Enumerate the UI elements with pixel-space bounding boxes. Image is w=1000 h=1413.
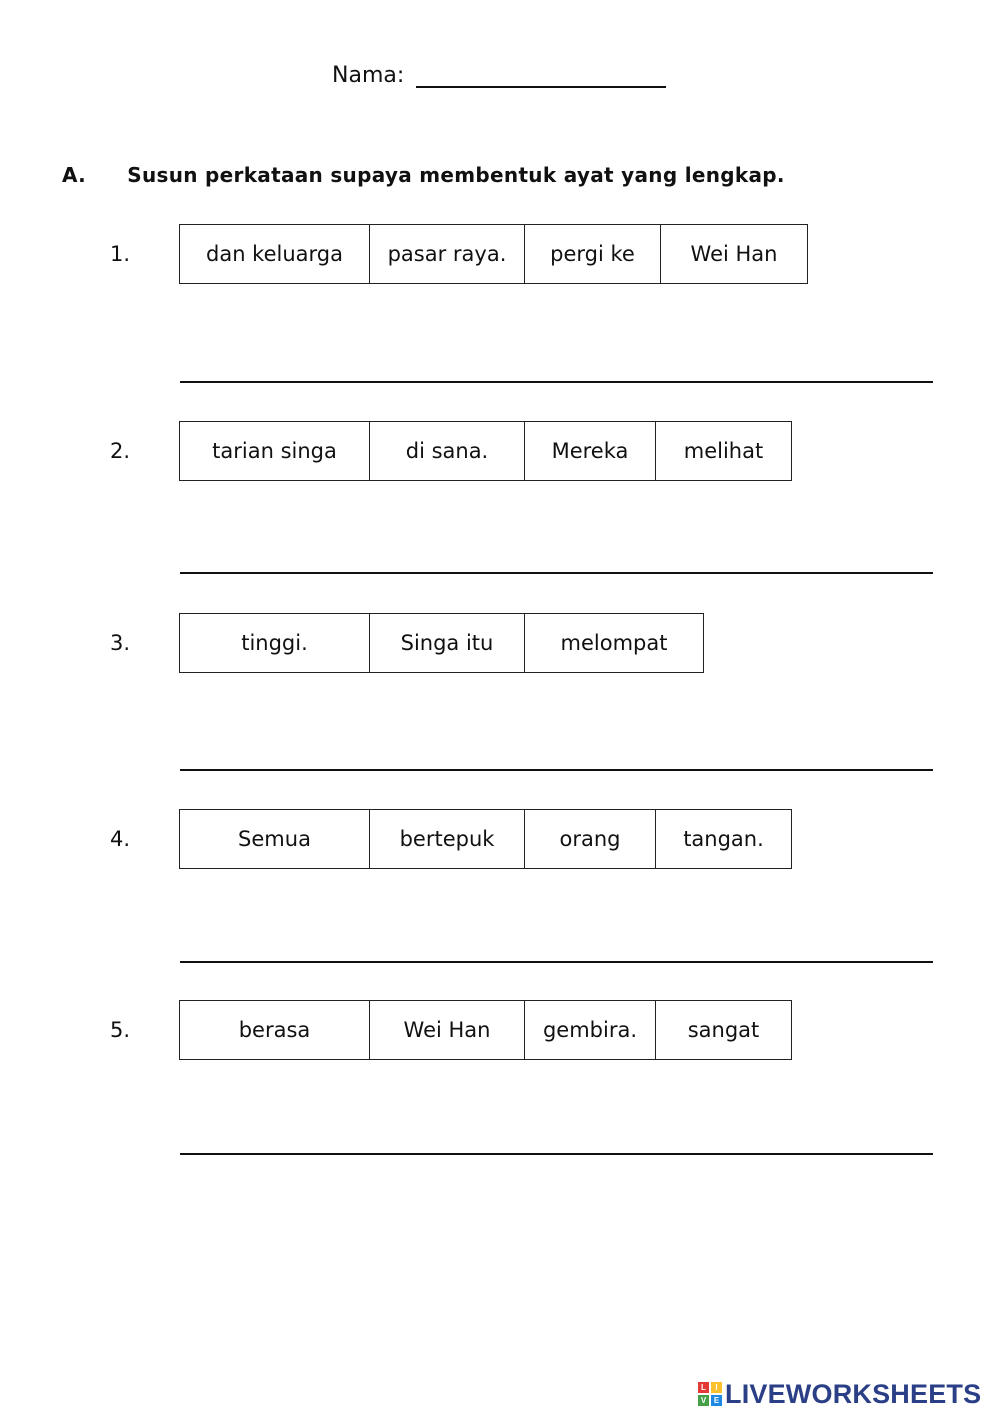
logo-text: LIVEWORKSHEETS bbox=[725, 1378, 982, 1409]
section-letter: A. bbox=[62, 163, 87, 187]
logo-mark-icon bbox=[698, 1382, 722, 1406]
word-cell[interactable]: pergi ke bbox=[525, 225, 661, 283]
question-number: 2. bbox=[110, 439, 131, 463]
name-answer-line[interactable] bbox=[416, 62, 666, 88]
word-cell[interactable]: Mereka bbox=[525, 422, 656, 480]
question-number: 3. bbox=[110, 631, 131, 655]
word-cell[interactable]: sangat bbox=[656, 1001, 792, 1059]
word-table bbox=[179, 613, 704, 673]
answer-line[interactable] bbox=[180, 961, 933, 963]
logo-mark-letter: L bbox=[698, 1382, 709, 1393]
word-cell[interactable]: pasar raya. bbox=[370, 225, 525, 283]
section-instruction: Susun perkataan supaya membentuk ayat yang lengkap. bbox=[127, 163, 785, 187]
logo-mark-letter: I bbox=[711, 1382, 722, 1393]
word-cell[interactable]: orang bbox=[525, 810, 656, 868]
section-heading bbox=[62, 163, 785, 187]
answer-line[interactable] bbox=[180, 572, 933, 574]
answer-line[interactable] bbox=[180, 381, 933, 383]
answer-line[interactable] bbox=[180, 769, 933, 771]
word-cell[interactable]: berasa bbox=[180, 1001, 370, 1059]
name-row bbox=[332, 62, 666, 88]
question-number: 4. bbox=[110, 827, 131, 851]
logo-mark-letter: E bbox=[711, 1395, 722, 1406]
word-table bbox=[179, 224, 808, 284]
word-cell[interactable]: melompat bbox=[525, 614, 704, 672]
answer-line[interactable] bbox=[180, 1153, 933, 1155]
word-cell[interactable]: tarian singa bbox=[180, 422, 370, 480]
word-cell[interactable]: dan keluarga bbox=[180, 225, 370, 283]
word-table bbox=[179, 421, 792, 481]
word-cell[interactable]: bertepuk bbox=[370, 810, 525, 868]
word-cell[interactable]: tangan. bbox=[656, 810, 792, 868]
question-number: 5. bbox=[110, 1018, 131, 1042]
word-cell[interactable]: Wei Han bbox=[370, 1001, 525, 1059]
word-cell[interactable]: melihat bbox=[656, 422, 792, 480]
logo-mark-letter: V bbox=[698, 1395, 709, 1406]
word-cell[interactable]: Wei Han bbox=[661, 225, 808, 283]
word-cell[interactable]: tinggi. bbox=[180, 614, 370, 672]
name-label: Nama: bbox=[332, 63, 405, 88]
word-table bbox=[179, 1000, 792, 1060]
liveworksheets-logo bbox=[698, 1378, 981, 1410]
word-cell[interactable]: Semua bbox=[180, 810, 370, 868]
word-cell[interactable]: gembira. bbox=[525, 1001, 656, 1059]
question-number: 1. bbox=[110, 242, 131, 266]
word-cell[interactable]: Singa itu bbox=[370, 614, 525, 672]
word-cell[interactable]: di sana. bbox=[370, 422, 525, 480]
word-table bbox=[179, 809, 792, 869]
